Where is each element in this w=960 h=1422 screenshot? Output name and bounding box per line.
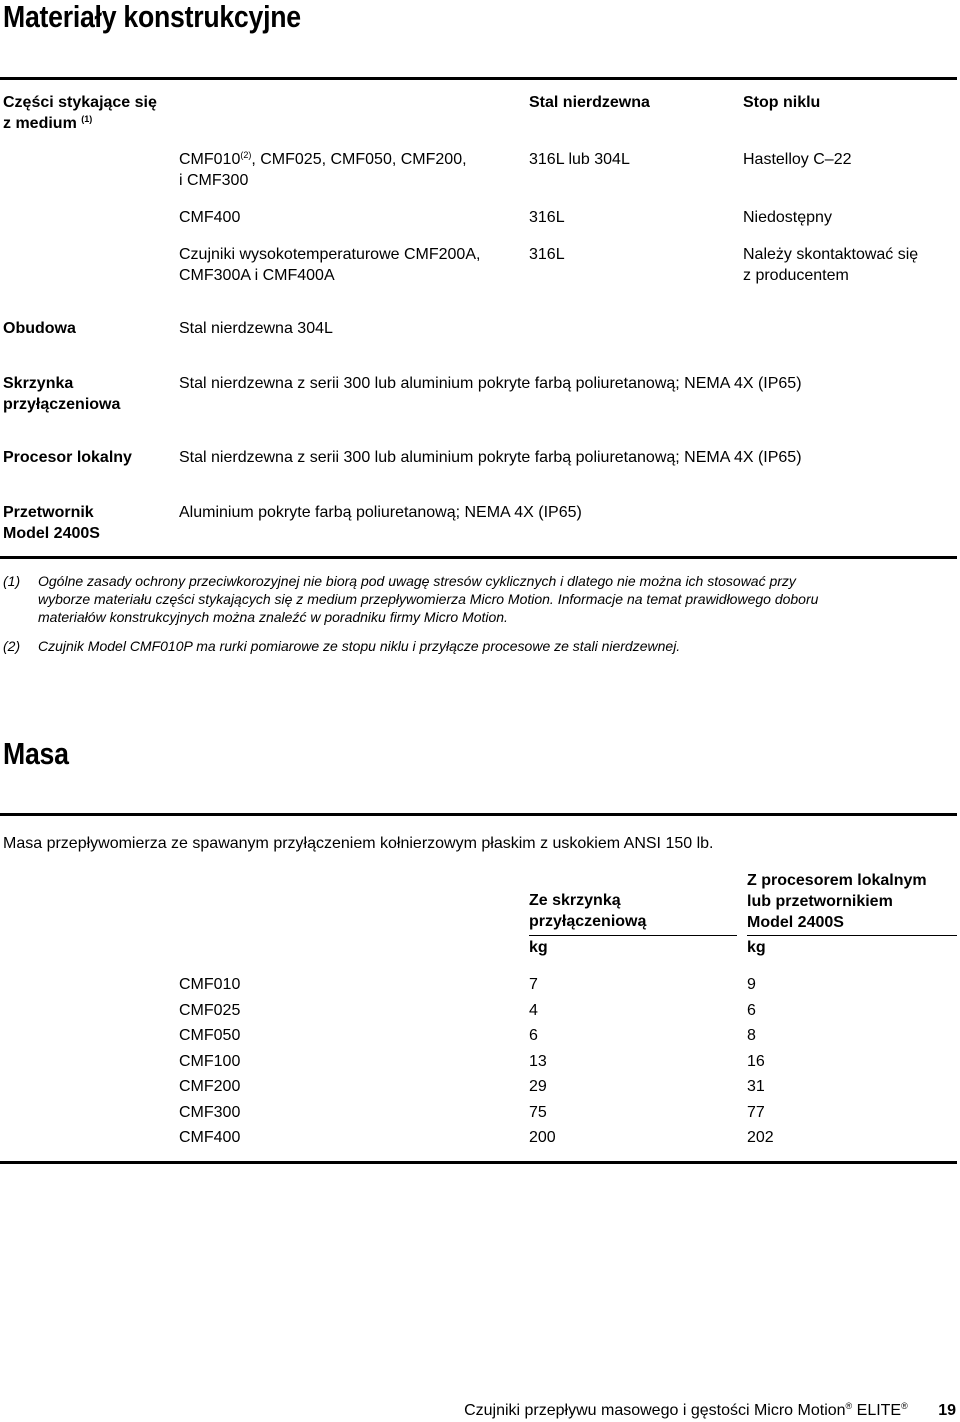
jbox-mass-cell: 29 bbox=[529, 1078, 547, 1095]
footer-text: Czujniki przepływu masowego i gęstości Micro Motion bbox=[464, 1402, 846, 1419]
jbox-mass-cell: 75 bbox=[529, 1103, 547, 1121]
mass-intro: Masa przepływomierza ze spawanym przyłączeniem kołnierzowym płaskim z uskokiem ANSI 150 lb. bbox=[3, 835, 714, 852]
model-cell: CMF025 bbox=[179, 1001, 241, 1019]
wetted-row-2-nickel: Niedostępny bbox=[743, 209, 832, 226]
model-cell: CMF200 bbox=[179, 1078, 241, 1095]
model-cell: CMF100 bbox=[179, 1052, 241, 1070]
footnote-ref: (2) bbox=[240, 150, 252, 160]
wetted-row-2-steel: 316L bbox=[529, 209, 565, 226]
proc-mass-cell: 77 bbox=[747, 1103, 765, 1121]
divider bbox=[0, 1161, 957, 1164]
section-title-mass: Masa bbox=[3, 736, 69, 771]
table-row bbox=[0, 1076, 960, 1102]
header-stainless-steel: Stal nierdzewna bbox=[529, 94, 650, 111]
model-cell: CMF400 bbox=[179, 1129, 241, 1146]
table-row bbox=[0, 1000, 960, 1026]
table-row bbox=[0, 1051, 960, 1077]
header-rule bbox=[747, 935, 957, 936]
footnote-line: Ogólne zasady ochrony przeciwkorozyjnej nie biorą pod uwagę stresów cyklicznych i dlatego nie można ich stosować przy bbox=[38, 573, 796, 589]
table-row bbox=[0, 1025, 960, 1051]
footer-brand: ELITE bbox=[856, 1402, 902, 1419]
jbox-mass-cell: 6 bbox=[529, 1027, 538, 1044]
label-line2: Model 2400S bbox=[3, 525, 100, 542]
model-cell: CMF300 bbox=[179, 1103, 241, 1121]
footnote-1 bbox=[38, 572, 818, 626]
row-value-housing: Stal nierdzewna 304L bbox=[179, 320, 333, 337]
row-value-junction-box: Stal nierdzewna z serii 300 lub aluminium pokryte farbą poliuretanową; NEMA 4X (IP65) bbox=[179, 375, 802, 392]
header-line2: lub przetwornikiem bbox=[747, 893, 893, 910]
table-row bbox=[0, 974, 960, 1000]
model-text-line2: i CMF300 bbox=[179, 172, 249, 189]
row-label-housing: Obudowa bbox=[3, 320, 76, 337]
header-line3: Model 2400S bbox=[747, 914, 844, 931]
model-text-rest: , CMF025, CMF050, CMF200, bbox=[251, 151, 467, 168]
label-line2: przyłączeniowa bbox=[3, 396, 121, 413]
wetted-row-3-model bbox=[179, 244, 480, 286]
model-text-line2: CMF300A i CMF400A bbox=[179, 267, 335, 284]
registered-mark: ® bbox=[901, 1401, 908, 1411]
wetted-row-1-model bbox=[179, 149, 467, 191]
row-label-transmitter bbox=[3, 502, 100, 544]
wetted-row-1-steel: 316L lub 304L bbox=[529, 151, 630, 168]
row-label-core-processor: Procesor lokalny bbox=[3, 449, 132, 466]
proc-mass-cell: 202 bbox=[747, 1129, 774, 1146]
divider bbox=[0, 813, 957, 816]
footnote-marker-2: (2) bbox=[3, 638, 21, 654]
header-wetted-line2: z medium bbox=[3, 115, 77, 132]
table-row bbox=[0, 1127, 960, 1153]
mass-table-body bbox=[0, 974, 960, 1153]
wetted-row-3-steel: 316L bbox=[529, 246, 565, 263]
wetted-row-2-model: CMF400 bbox=[179, 209, 241, 226]
header-line1: Ze skrzynką bbox=[529, 892, 621, 909]
footnote-line: materiałów konstrukcyjnych można znaleźć w poradniku firmy Micro Motion. bbox=[38, 609, 508, 625]
header-junction-box bbox=[529, 890, 646, 932]
jbox-mass-cell: 4 bbox=[529, 1001, 538, 1019]
model-cell: CMF050 bbox=[179, 1027, 241, 1044]
row-value-transmitter: Aluminium pokryte farbą poliuretanową; NEMA 4X (IP65) bbox=[179, 504, 582, 521]
row-label-junction-box bbox=[3, 373, 120, 415]
jbox-mass-cell: 7 bbox=[529, 976, 538, 993]
model-text: Czujniki wysokotemperaturowe CMF200A, bbox=[179, 246, 481, 263]
header-wetted-parts bbox=[3, 92, 157, 134]
footnote-marker-1: (1) bbox=[3, 573, 21, 589]
nickel-text: Należy skontaktować się bbox=[743, 246, 919, 263]
section-title-materials: Materiały konstrukcyjne bbox=[3, 0, 301, 34]
unit-kg-junction-box: kg bbox=[529, 939, 548, 956]
divider bbox=[0, 556, 957, 559]
model-cell: CMF010 bbox=[179, 976, 241, 993]
label-line1: Przetwornik bbox=[3, 504, 94, 521]
footnote-ref: (1) bbox=[81, 114, 93, 124]
wetted-row-1-nickel: Hastelloy C–22 bbox=[743, 151, 852, 168]
page-number: 19 bbox=[938, 1402, 956, 1419]
unit-kg-core-processor: kg bbox=[747, 939, 766, 956]
header-nickel-alloy: Stop niklu bbox=[743, 94, 821, 111]
proc-mass-cell: 31 bbox=[747, 1078, 765, 1095]
wetted-row-3-nickel bbox=[743, 244, 918, 286]
footnote-2: Czujnik Model CMF010P ma rurki pomiarowe ze stopu niklu i przyłącze procesowe ze stali nierdzewnej. bbox=[38, 638, 681, 654]
row-value-core-processor: Stal nierdzewna z serii 300 lub aluminium pokryte farbą poliuretanową; NEMA 4X (IP65) bbox=[179, 449, 802, 466]
header-line1: Z procesorem lokalnym bbox=[747, 872, 927, 889]
nickel-text-line2: z producentem bbox=[743, 267, 849, 284]
proc-mass-cell: 16 bbox=[747, 1052, 765, 1070]
header-rule bbox=[529, 935, 737, 936]
proc-mass-cell: 6 bbox=[747, 1001, 756, 1019]
jbox-mass-cell: 200 bbox=[529, 1129, 556, 1146]
page-footer bbox=[464, 1401, 956, 1421]
proc-mass-cell: 8 bbox=[747, 1027, 756, 1044]
header-core-processor bbox=[747, 870, 927, 933]
header-line2: przyłączeniową bbox=[529, 913, 647, 930]
footnote-line: wyborze materiału części stykających się z medium przepływomierza Micro Motion. Informacje na temat prawidłowego doboru bbox=[38, 591, 819, 607]
jbox-mass-cell: 13 bbox=[529, 1052, 547, 1070]
model-text: CMF010 bbox=[179, 151, 241, 168]
label-line1: Skrzynka bbox=[3, 375, 74, 392]
table-row bbox=[0, 1102, 960, 1128]
registered-mark: ® bbox=[845, 1401, 853, 1411]
proc-mass-cell: 9 bbox=[747, 976, 756, 993]
divider bbox=[0, 77, 957, 80]
header-wetted-line1: Części stykające się bbox=[3, 94, 157, 111]
